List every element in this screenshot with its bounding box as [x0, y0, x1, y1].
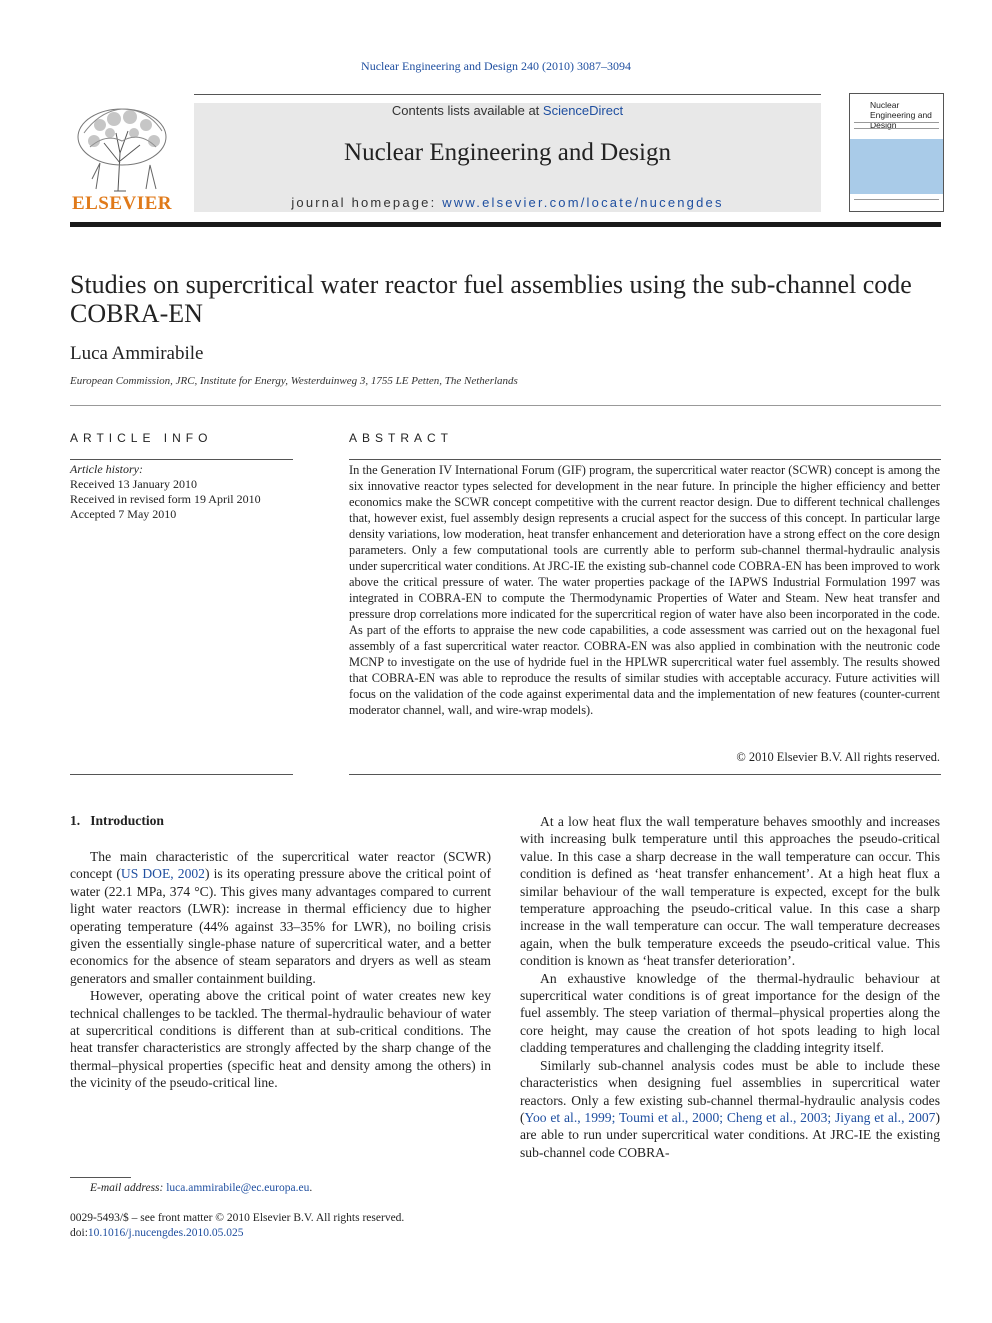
paragraph: An exhaustive knowledge of the thermal-hydraulic behaviour at supercritical water conditions is of great importance for the design of the fuel assembly. The steep variation of thermal–physical properties along the core height, may cause the creation of hot spots leading to high local cladding temperatures and challenging the cladding integrity itself.	[520, 970, 940, 1056]
journal-reference[interactable]: Nuclear Engineering and Design 240 (2010) 3087–3094	[361, 59, 631, 73]
received-date: Received 13 January 2010	[70, 477, 197, 491]
abstract-rule-top	[349, 459, 941, 460]
masthead-top-rule	[194, 94, 821, 95]
body-left-column	[70, 848, 491, 1092]
paragraph: At a low heat flux the wall temperature behaves smoothly and increases with increasing bulk temperature until this approaches the pseudo-critical value. In this case a sharp decrease in the wall temperature can occur. This condition is defined as ‘heat transfer enhancement’. At a high heat flux a similar behaviour of the wall temperature is expected, except for the bulk temperature approaching the pseudo-critical value. In this case a sharp increase in the wall temperature can occur. The wall temperature decreases again, when the bulk temperature exceeds the pseudo-critical value. This condition is known as ‘heat transfer deterioration’.	[520, 814, 940, 969]
section-title: Introduction	[90, 813, 164, 828]
contents-prefix: Contents lists available at	[391, 103, 543, 118]
header-divider	[70, 222, 941, 227]
email-label: E-mail address:	[90, 1182, 164, 1194]
journal-masthead	[194, 103, 821, 212]
footnote-rule	[70, 1177, 131, 1178]
paragraph	[70, 848, 491, 987]
article-title: Studies on supercritical water reactor fuel assemblies using the sub-channel code COBRA-EN	[70, 270, 912, 328]
doi-link[interactable]: 10.1016/j.nucengdes.2010.05.025	[87, 1227, 244, 1239]
citation-link[interactable]: Yoo et al., 1999; Toumi et al., 2000; Cheng et al., 2003; Jiyang et al., 2007	[524, 1109, 936, 1125]
journal-homepage	[194, 195, 821, 210]
article-info-heading: ARTICLE INFO	[70, 431, 213, 445]
doi-label: doi:	[70, 1227, 88, 1239]
paragraph-text: The main characteristic of the supercritical water reactor (SCWR) concept (	[70, 849, 491, 882]
author-name: Luca Ammirabile	[70, 343, 204, 364]
abstract-text: In the Generation IV International Forum (GIF) program, the supercritical water reactor (SCWR) concept is among the six innovative reactor types selected for development in the near future. In principle the higher efficiency and better economics make the SCWR concept competitive with the current reactor design. Due to different technical challenges that, however exist, fuel assembly design represents a crucial aspect for the success of this concept. In particular large density variations, low moderation, heat transfer enhancement and deterioration have a strong effect on the core design parameters. Only a few computational tools are currently able to perform sub-channel thermal-hydraulic analysis under supercritical water conditions. At JRC-IE the existing sub-channel code COBRA-EN has been improved to work above the critical pressure of water. The water properties package of the IAPWS Industrial Formulation 1997 was integrated in COBRA-EN to compute the Thermodynamic Properties of Water and Steam. New heat transfer and pressure drop correlations more indicated for the supercritical region of water have also been incorporated in the code. As part of the efforts to appraise the new code capabilities, a code assessment was carried out on the hexagonal fuel assembly of a fast supercritical water reactor. COBRA-EN was also applied in combination with the neutronic code MCNP to investigate on the use of hydride fuel in the HPLWR supercritical water fuel assembly. The results showed that COBRA-EN was able to reproduce the results of similar studies with acceptable accuracy. Future activities will focus on the validation of the code against experimental data and the implementation of new features (counter-current moderator channel, wall, and wire-wrap models).	[349, 463, 940, 717]
elsevier-logo	[70, 103, 174, 215]
homepage-label: journal homepage:	[291, 195, 443, 210]
tree-logo-icon	[70, 103, 174, 195]
cover-image	[850, 139, 943, 194]
sciencedirect-link[interactable]: ScienceDirect	[542, 103, 624, 118]
cover-title: Nuclear Engineering and Design	[870, 100, 932, 130]
paragraph: However, operating above the critical point of water creates new key technical challenges to be tackled. The thermal-hydraulic behaviour of water at supercritical conditions is different than at sub-critical conditions. The heat transfer characteristics are strongly affected by the sharp change of the thermal–physical properties (specific heat and density among the others) in the vicinity of the pseudo-critical line.	[70, 988, 491, 1091]
homepage-link[interactable]: www.elsevier.com/locate/nucengdes	[442, 195, 724, 210]
accepted-date: Accepted 7 May 2010	[70, 507, 177, 521]
revised-date: Received in revised form 19 April 2010	[70, 492, 261, 506]
cover-rules	[854, 122, 939, 129]
journal-cover-thumbnail[interactable]	[849, 93, 944, 212]
paragraph-text: ) is its operating pressure above the critical point of water (22.1 MPa, 374 °C). This gives many advantages compared to current light water reactors (LWR): increase in thermal efficiency due to higher operating temperature (44% against 33–35% for LWR), no boiling crisis given the essentially single-phase nature of supercritical water, and a better economics for the absence of steam separators and dryers as well as steam generators and smaller containment building.	[70, 866, 491, 986]
email-suffix: .	[309, 1182, 313, 1194]
article-info-rule-bottom	[70, 774, 293, 775]
publisher-name: ELSEVIER	[71, 193, 173, 214]
issn-line: 0029-5493/$ – see front matter © 2010 Elsevier B.V. All rights reserved.	[70, 1212, 405, 1224]
article-history	[70, 462, 261, 522]
paragraph-text: Similarly sub-channel analysis codes must be able to include these characteristics when designing fuel assemblies in supercritical water reactors. Only a few existing sub-channel thermal-hydraulic analysis codes (	[520, 1057, 940, 1125]
cover-footer	[854, 199, 939, 208]
author-affiliation: European Commission, JRC, Institute for Energy, Westerduinweg 3, 1755 LE Petten, The Netherlands	[70, 375, 518, 387]
citation-link[interactable]: US DOE, 2002	[120, 866, 205, 882]
abstract-heading: ABSTRACT	[349, 431, 454, 445]
journal-title: Nuclear Engineering and Design	[344, 139, 671, 166]
article-info-rule-top	[70, 459, 293, 460]
abstract-rule-bottom	[349, 774, 941, 775]
footnote	[90, 1182, 312, 1194]
body-right-column	[520, 813, 940, 1161]
paragraph	[520, 1057, 940, 1161]
history-label: Article history:	[70, 462, 143, 476]
email-link[interactable]: luca.ammirabile@ec.europa.eu	[166, 1182, 310, 1194]
copyright-notice: © 2010 Elsevier B.V. All rights reserved.	[736, 750, 940, 764]
doi-line	[70, 1227, 243, 1239]
paragraph-text: ) are able to run under supercritical water conditions. At JRC-IE the existing sub-channel code COBRA-	[520, 1109, 940, 1160]
section-number: 1.	[70, 813, 81, 828]
contents-line	[194, 103, 821, 118]
affiliation-divider	[70, 405, 941, 406]
section-heading	[70, 813, 164, 829]
